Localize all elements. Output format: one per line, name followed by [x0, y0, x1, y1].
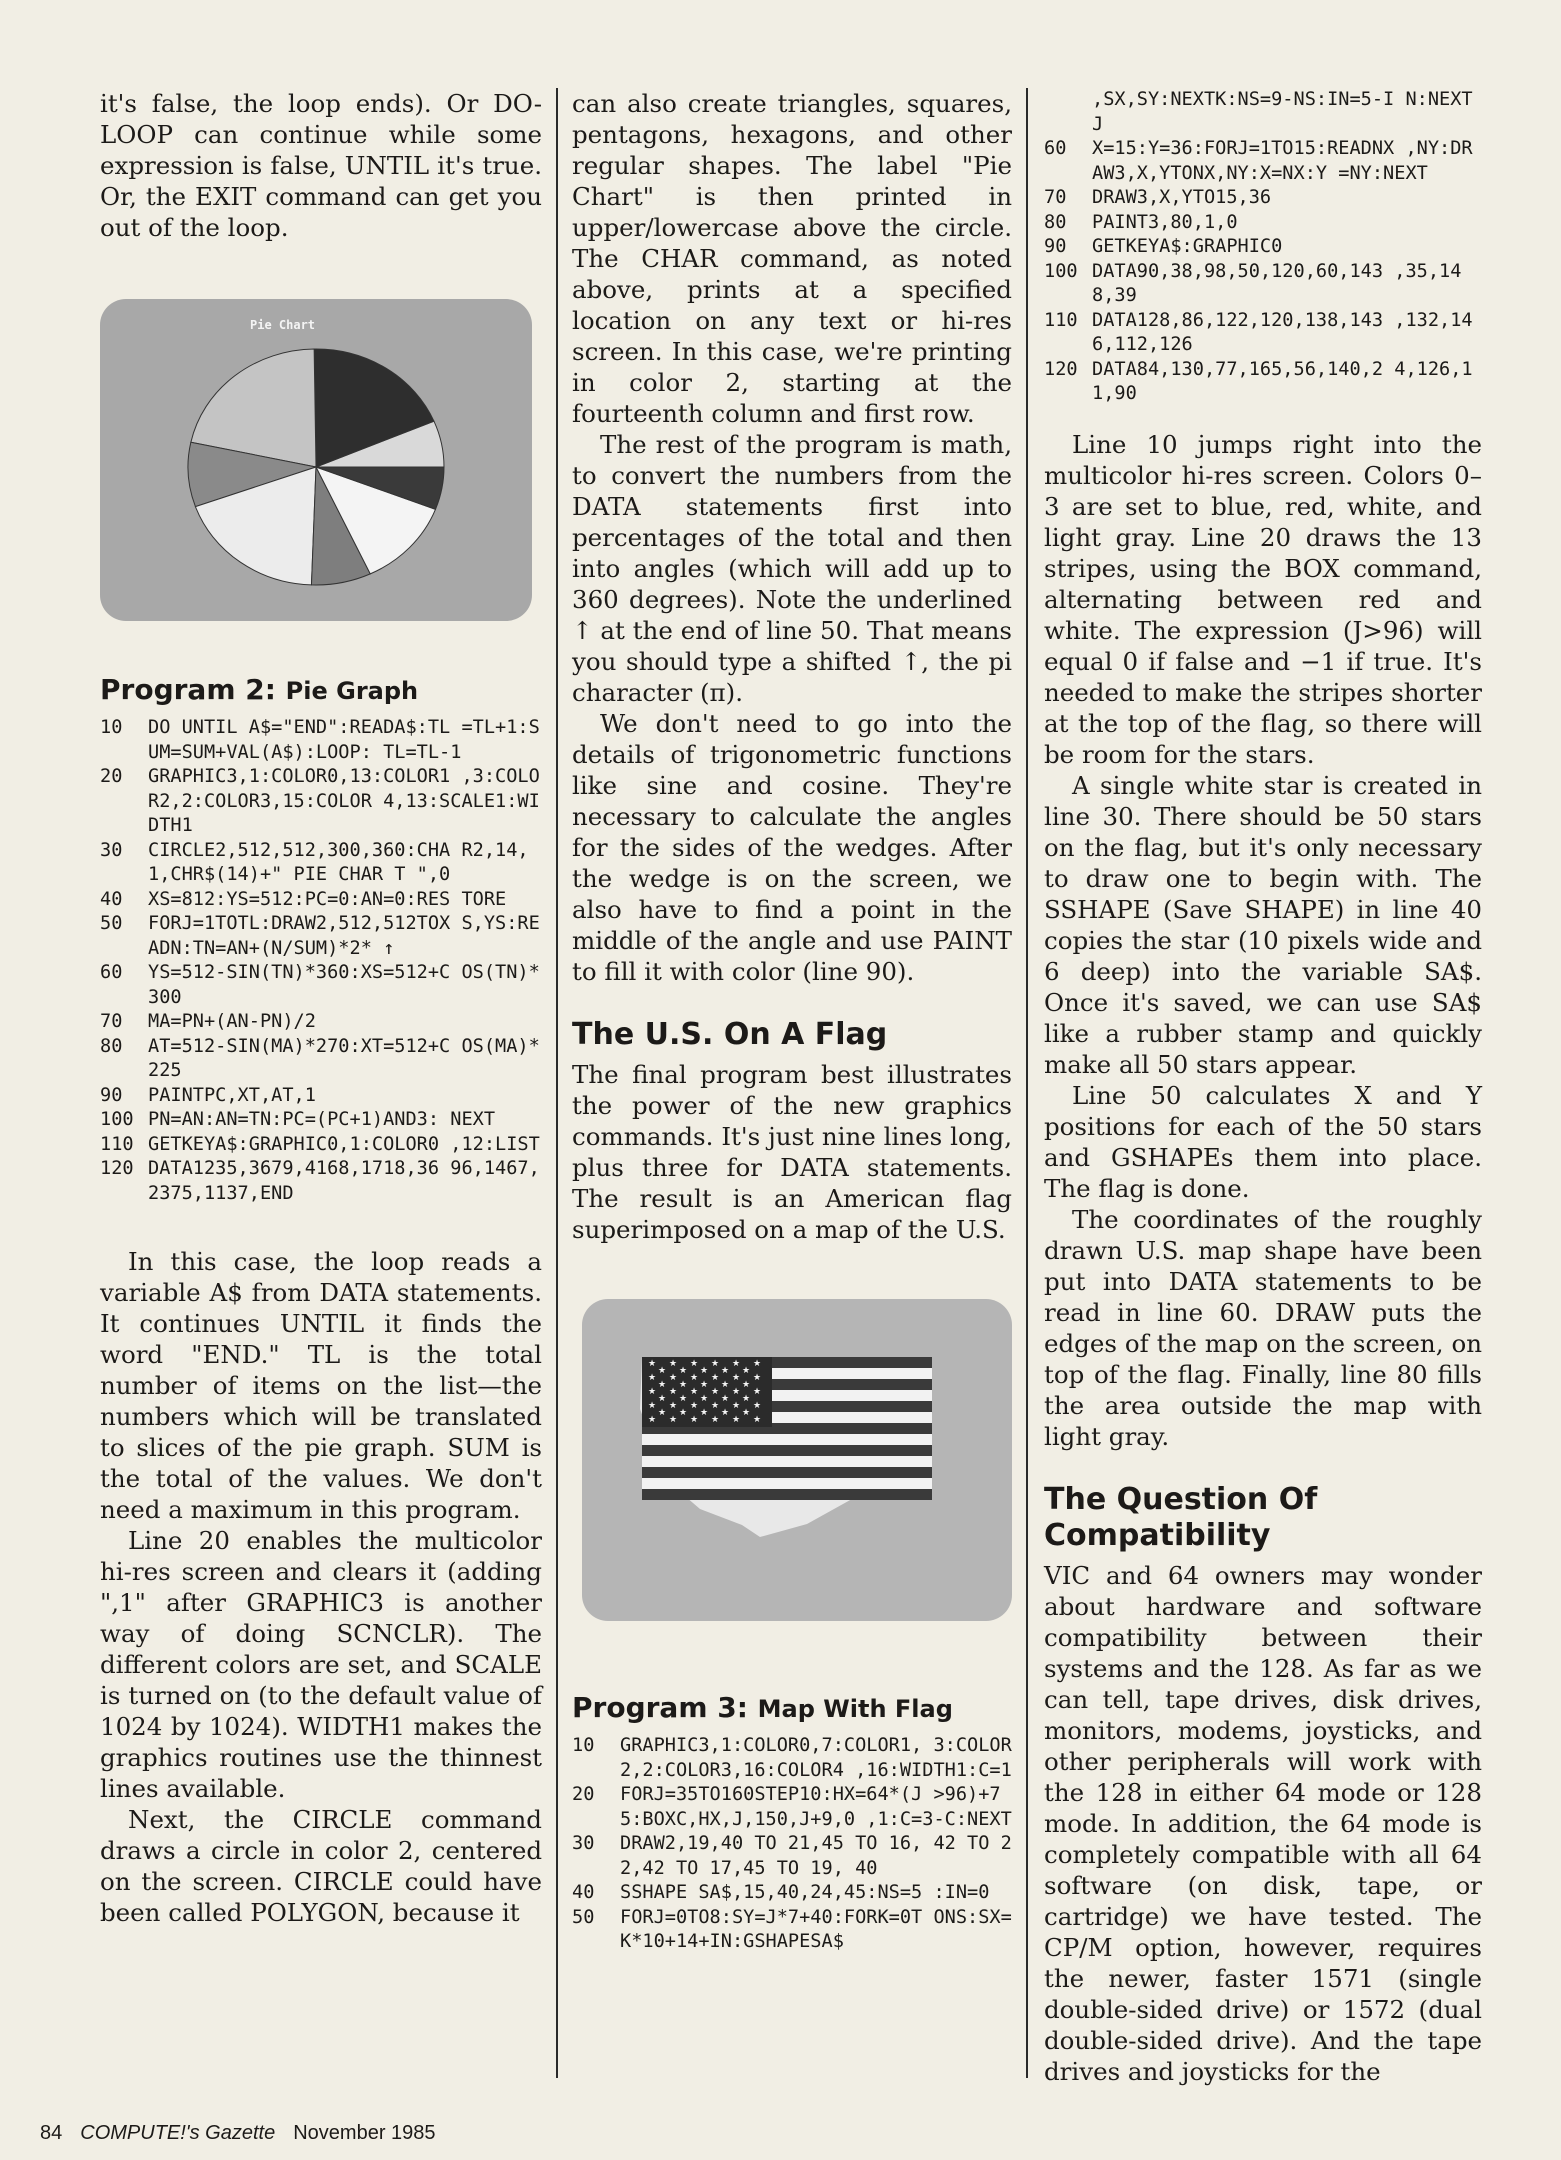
flag-star: ★	[711, 1373, 720, 1383]
col1-paragraph-2: Line 20 enables the multicolor hi-res screen and clears it (adding ",1" after GRAPHIC3 is another way of doing SCNCLR). The different colors are set, and SCALE is turned on (to the default value of 1024 by 1024). WIDTH1 makes the graphics routines use the thinnest lines available.	[100, 1526, 542, 1803]
page-footer	[40, 2122, 436, 2145]
col3-paragraph-1: Line 10 jumps right into the multicolor hi-res screen. Colors 0–3 are set to blue, red, white, and light gray. Line 20 draws the 13 stripes, using the BOX command, alternating between red and white. The expression (J>96) will equal 0 if false and −1 if true. It's needed to make the stripes shorter at the top of the flag, so there will be room for the stars.	[1044, 429, 1482, 769]
code-line	[1044, 186, 1482, 211]
code-line-text: GRAPHIC3,1:COLOR0,7:COLOR1, 3:COLOR2,2:COLOR3,16:COLOR4 ,16:WIDTH1:C=1	[620, 1735, 1012, 1781]
flag-star: ★	[732, 1401, 741, 1411]
flag-star: ★	[732, 1359, 741, 1369]
flag-star: ★	[742, 1408, 751, 1418]
col1-paragraph-3: Next, the CIRCLE command draws a circle in color 2, centered on the screen. CIRCLE could have been called POLYGON, because it	[100, 1805, 542, 1927]
code-line-number: 90	[1044, 236, 1067, 257]
code-line	[100, 1157, 542, 1206]
code-line-text: ,SX,SY:NEXTK:NS=9-NS:IN=5-I N:NEXTJ	[1092, 89, 1473, 135]
flag-stripe	[642, 1445, 932, 1456]
flag-star: ★	[658, 1380, 667, 1390]
code-line-number: 50	[572, 1906, 595, 1928]
code-line	[572, 1832, 1012, 1881]
code-line-text: X=15:Y=36:FORJ=1TO15:READNX ,NY:DRAW3,X,YTONX,NY:X=NX:Y =NY:NEXT	[1092, 138, 1473, 184]
flag-star: ★	[753, 1373, 762, 1383]
code-line-text: PN=AN:AN=TN:PC=(PC+1)AND3: NEXT	[148, 1109, 496, 1130]
flag-star: ★	[669, 1359, 678, 1369]
col1-paragraph-1: In this case, the loop reads a variable A$ from DATA statements. It continues UNTIL it finds the word "END." TL is the total number of items on the list—the numbers which will be translated to slices of the pie graph. SUM is the total of the values. We don't need a maximum in this program.	[100, 1247, 542, 1524]
code-line-number: 70	[1044, 187, 1067, 208]
code-line-number: 30	[572, 1833, 595, 1854]
code-line-text: DRAW3,X,YTO15,36	[1092, 187, 1272, 208]
code-line-text: DATA1235,3679,4168,1718,36 96,1467,2375,1137,END	[148, 1158, 540, 1204]
column-2	[572, 88, 1012, 1955]
code-line	[1044, 309, 1482, 358]
code-line	[100, 1084, 542, 1109]
flag-map-screenshot	[582, 1299, 1012, 1621]
flag-star: ★	[648, 1359, 657, 1369]
flag-star: ★	[753, 1415, 762, 1425]
code-line-number: 100	[100, 1109, 134, 1130]
code-line-text: DATA128,86,122,120,138,143 ,132,146,112,126	[1092, 309, 1473, 355]
flag-star: ★	[690, 1387, 699, 1397]
flag-star: ★	[721, 1394, 730, 1404]
flag-stripe	[642, 1467, 932, 1478]
code-line	[1044, 211, 1482, 236]
code-line	[1044, 358, 1482, 407]
column-1	[100, 88, 542, 1928]
program-2-heading	[100, 673, 542, 706]
col3-paragraph-4: The coordinates of the roughly drawn U.S. map shape have been put into DATA statements to be read in line 60. DRAW puts the edges of the map on the screen, on top of the flag. Finally, line 80 fills the area outside the map with light gray.	[1044, 1204, 1482, 1451]
col2-paragraph-1: can also create triangles, squares, pentagons, hexagons, and other regular shapes. The label "Pie Chart" is then printed in upper/lowercase above the circle. The CHAR command, as noted above, prints at a specified location on any text or hi-res screen. In this case, we're printing in color 2, starting at the fourteenth column and first row.	[572, 89, 1012, 428]
flag-star: ★	[700, 1366, 709, 1376]
code-line-number: 80	[1044, 211, 1067, 233]
flag-star: ★	[648, 1415, 657, 1425]
flag-star: ★	[648, 1373, 657, 1383]
flag-stripe	[642, 1489, 932, 1500]
program-3-label: Program 3:	[572, 1691, 748, 1724]
flag-star: ★	[732, 1387, 741, 1397]
flag-star: ★	[679, 1408, 688, 1418]
flag-star: ★	[711, 1387, 720, 1397]
code-line	[100, 1133, 542, 1158]
code-line-number: 50	[100, 913, 123, 934]
code-line-text: FORJ=35TO160STEP10:HX=64*(J >96)+75:BOXC,HX,J,150,J+9,0 ,1:C=3-C:NEXT	[620, 1784, 1012, 1830]
flag-star: ★	[753, 1401, 762, 1411]
code-line-text: DO UNTIL A$="END":READA$:TL =TL+1:SUM=SUM+VAL(A$):LOOP: TL=TL-1	[148, 717, 540, 763]
flag-star: ★	[711, 1359, 720, 1369]
code-line-text: MA=PN+(AN-PN)/2	[148, 1011, 316, 1032]
flag-star: ★	[679, 1366, 688, 1376]
col1-intro: it's false, the loop ends). Or DO-LOOP can continue while some expression is false, UNTIL it's true. Or, the EXIT command can get you out of the loop.	[100, 89, 542, 242]
flag-star: ★	[669, 1401, 678, 1411]
code-line	[100, 912, 542, 961]
code-line-text: DRAW2,19,40 TO 21,45 TO 16, 42 TO 22,42 TO 17,45 TO 19, 40	[620, 1833, 1012, 1879]
flag-star: ★	[753, 1359, 762, 1369]
flag-star: ★	[658, 1394, 667, 1404]
pie-chart-screenshot	[100, 299, 532, 621]
column-divider-2	[1026, 88, 1028, 2078]
flag-star: ★	[711, 1415, 720, 1425]
code-line-text: GRAPHIC3,1:COLOR0,13:COLOR1 ,3:COLOR2,2:COLOR3,15:COLOR 4,13:SCALE1:WIDTH1	[148, 766, 540, 836]
col2-paragraph-4: The final program best illustrates the power of the new graphics commands. It's just nine lines long, plus three for DATA statements. The result is an American flag superimposed on a map of the U.S.	[572, 1060, 1012, 1244]
flag-star: ★	[711, 1401, 720, 1411]
code-line-number: 40	[572, 1882, 595, 1903]
code-line-number	[1044, 88, 1092, 137]
code-line-text: PAINT3,80,1,0	[1092, 211, 1238, 233]
code-line-text: YS=512-SIN(TN)*360:XS=512+C OS(TN)*300	[148, 962, 540, 1008]
code-line-number: 100	[1044, 260, 1078, 282]
flag-star: ★	[721, 1366, 730, 1376]
flag-star: ★	[669, 1373, 678, 1383]
flag-section-heading: The U.S. On A Flag	[572, 1017, 888, 1052]
flag-stripe	[642, 1478, 932, 1489]
code-line	[100, 1035, 542, 1084]
flag-star: ★	[669, 1415, 678, 1425]
code-line-number: 110	[1044, 309, 1078, 331]
flag-star: ★	[732, 1415, 741, 1425]
code-line-number: 30	[100, 839, 123, 861]
flag-star: ★	[679, 1394, 688, 1404]
flag-star: ★	[690, 1401, 699, 1411]
col2-paragraph-2: The rest of the program is math, to convert the numbers from the DATA statements first into percentages of the total and then into angles (which will add up to 360 degrees). Note the underlined ↑ at the end of line 50. That means you should type a shifted ↑, the pi character (π).	[572, 430, 1012, 707]
code-line-number: 120	[100, 1158, 134, 1179]
flag-star: ★	[690, 1359, 699, 1369]
column-3	[1044, 88, 1482, 2087]
flag-star: ★	[742, 1366, 751, 1376]
flag-star: ★	[658, 1408, 667, 1418]
code-line	[572, 1881, 1012, 1906]
flag-star: ★	[679, 1380, 688, 1390]
page-number: 84	[40, 2122, 63, 2144]
flag-star: ★	[648, 1387, 657, 1397]
code-line	[1044, 260, 1482, 309]
code-line-number: 90	[100, 1084, 123, 1106]
code-line	[572, 1734, 1012, 1783]
code-line	[100, 888, 542, 913]
flag-star: ★	[648, 1401, 657, 1411]
pie-chart-graphic	[100, 299, 532, 621]
flag-star: ★	[742, 1380, 751, 1390]
issue-date: November 1985	[293, 2122, 436, 2144]
col3-paragraph-5: VIC and 64 owners may wonder about hardware and software compatibility between their systems and the 128. As far as we can tell, tape drives, disk drives, monitors, modems, joysticks, and other peripherals will work with the 128 in either 64 mode or 128 mode. In addition, the 64 mode is completely compatible with all 64 software (on disk, tape, or cartridge) we have tested. The CP/M option, however, requires the newer, faster 1571 (single double-sided drive) or 1572 (dual double-sided drive). And the tape drives and joysticks for the	[1044, 1560, 1482, 2086]
flag-stripe	[642, 1434, 932, 1445]
flag-star: ★	[721, 1408, 730, 1418]
col3-paragraph-2: A single white star is created in line 30. There should be 50 stars on the flag, but it's only necessary to draw one to begin with. The SSHAPE (Save SHAPE) in line 40 copies the star (10 pixels wide and 6 deep) into the variable SA$. Once it's saved, we can use SA$ like a rubber stamp and quickly make all 50 stars appear.	[1044, 770, 1482, 1079]
flag-stripe	[642, 1456, 932, 1467]
code-line	[572, 1906, 1012, 1955]
code-line-number: 20	[572, 1784, 595, 1805]
flag-star: ★	[700, 1408, 709, 1418]
pie-chart-title: Pie Chart	[250, 318, 316, 332]
flag-star: ★	[742, 1394, 751, 1404]
code-line-text: DATA90,38,98,50,120,60,143 ,35,148,39	[1092, 260, 1462, 306]
code-line	[100, 839, 542, 888]
flag-star: ★	[690, 1415, 699, 1425]
flag-star: ★	[721, 1380, 730, 1390]
code-line-number: 60	[1044, 138, 1067, 159]
code-line	[1044, 137, 1482, 186]
code-line-text: GETKEYA$:GRAPHIC0,1:COLOR0 ,12:LIST	[148, 1133, 540, 1155]
magazine-title: COMPUTE!'s Gazette	[80, 2122, 276, 2144]
flag-star: ★	[732, 1373, 741, 1383]
code-line-number: 10	[100, 717, 123, 738]
program-2-subtitle: Pie Graph	[285, 677, 419, 705]
code-line-text: DATA84,130,77,165,56,140,2 4,126,11,90	[1092, 358, 1473, 404]
code-line	[100, 1010, 542, 1035]
code-line-number: 60	[100, 962, 123, 983]
flag-star: ★	[669, 1387, 678, 1397]
code-line	[100, 765, 542, 839]
program-3-heading	[572, 1691, 1012, 1724]
code-line-number: 120	[1044, 358, 1078, 380]
code-line	[100, 716, 542, 765]
code-line	[100, 961, 542, 1010]
flag-star: ★	[658, 1366, 667, 1376]
program-3-listing-continued	[1044, 88, 1482, 407]
code-line-text: CIRCLE2,512,512,300,360:CHA R2,14,1,CHR$(14)+" PIE CHAR T ",0	[148, 839, 529, 885]
program-2-listing	[100, 716, 542, 1206]
column-divider-1	[556, 88, 558, 2078]
code-line-number: 10	[572, 1735, 595, 1756]
code-line-text: XS=812:YS=512:PC=0:AN=0:RES TORE	[148, 888, 507, 910]
code-line-number: 20	[100, 766, 123, 787]
code-line	[1044, 88, 1482, 137]
col2-paragraph-3: We don't need to go into the details of trigonometric functions like sine and cosine. They're necessary to calculate the angles for the sides of the wedges. After the wedge is on the screen, we also have to find a point in the middle of the angle and use PAINT to fill it with color (line 90).	[572, 709, 1012, 986]
code-line	[572, 1783, 1012, 1832]
program-3-subtitle: Map With Flag	[757, 1695, 953, 1723]
code-line-number: 110	[100, 1133, 134, 1155]
flag-star: ★	[700, 1380, 709, 1390]
compatibility-heading: The Question Of Compatibility	[1044, 1481, 1318, 1553]
code-line-text: FORJ=1TOTL:DRAW2,512,512TOX S,YS:READN:TN=AN+(N/SUM)*2* ↑	[148, 913, 540, 959]
flag-star: ★	[690, 1373, 699, 1383]
code-line-text: AT=512-SIN(MA)*270:XT=512+C OS(MA)*225	[148, 1035, 540, 1081]
program-3-listing	[572, 1734, 1012, 1955]
code-line-number: 70	[100, 1011, 123, 1032]
col3-paragraph-3: Line 50 calculates X and Y positions for each of the 50 stars and GSHAPEs them into place. The flag is done.	[1044, 1080, 1482, 1203]
code-line	[100, 1108, 542, 1133]
flag-map-graphic	[582, 1299, 1012, 1621]
code-line-text: PAINTPC,XT,AT,1	[148, 1084, 316, 1106]
code-line-number: 40	[100, 888, 123, 910]
code-line-text: SSHAPE SA$,15,40,24,45:NS=5 :IN=0	[620, 1882, 990, 1903]
code-line-number: 80	[100, 1035, 123, 1057]
flag-star: ★	[700, 1394, 709, 1404]
program-2-label: Program 2:	[100, 673, 276, 706]
code-line	[1044, 235, 1482, 260]
flag-star: ★	[753, 1387, 762, 1397]
code-line-text: GETKEYA$:GRAPHIC0	[1092, 236, 1283, 257]
code-line-text: FORJ=0TO8:SY=J*7+40:FORK=0T ONS:SX=K*10+14+IN:GSHAPESA$	[620, 1906, 1012, 1952]
pie-slices	[188, 349, 444, 585]
